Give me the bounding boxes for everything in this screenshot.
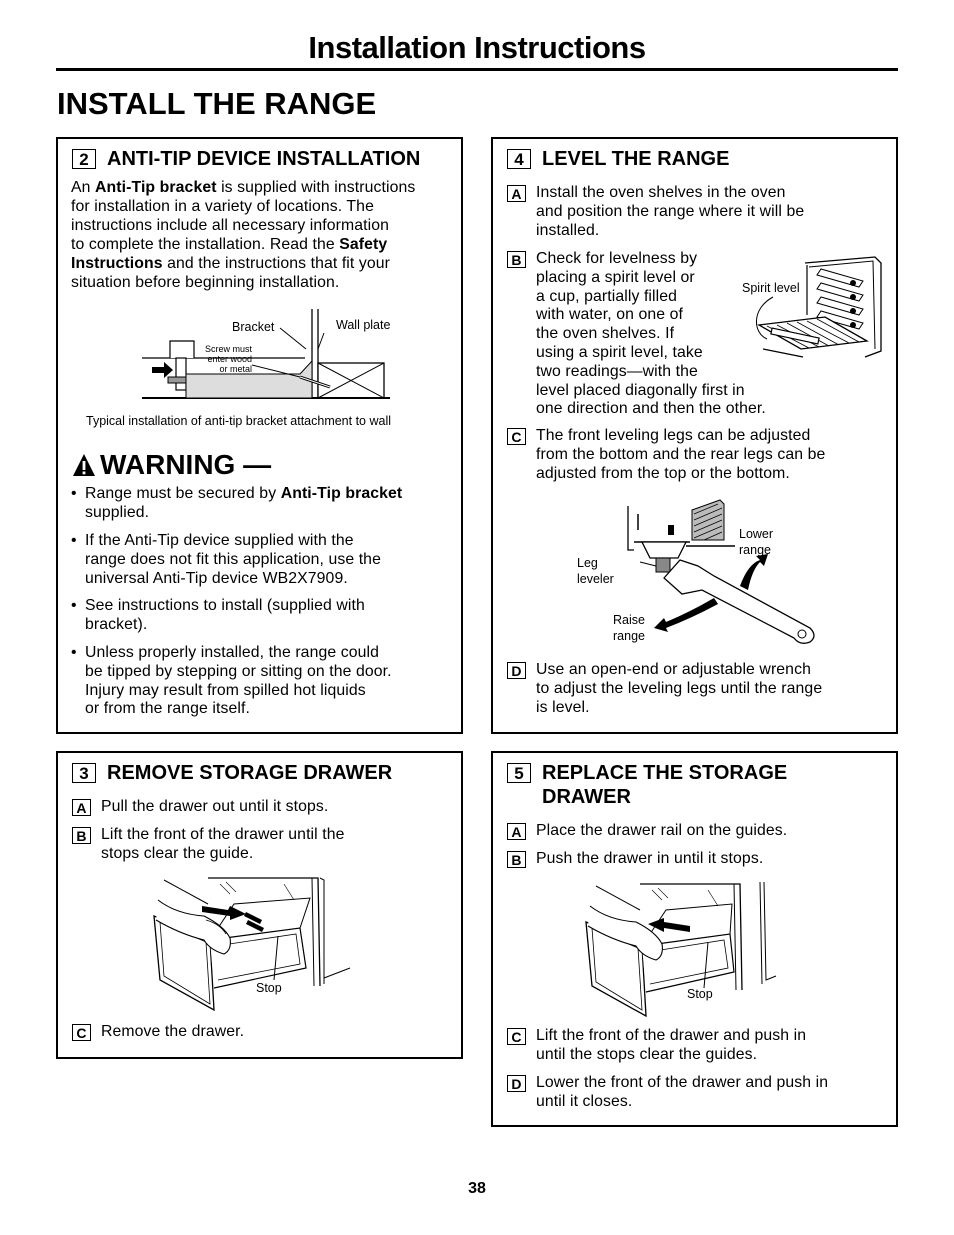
step-text xyxy=(536,1027,806,1065)
step-letter: B xyxy=(507,251,526,268)
step-letter: B xyxy=(72,827,91,844)
text-line: a cup, partially filled xyxy=(536,287,678,305)
step-text xyxy=(536,250,766,419)
text-line: situation before beginning installation. xyxy=(71,273,340,291)
text-line: Lift the front of the drawer and push in xyxy=(536,1027,807,1044)
label-line: Raise xyxy=(613,613,645,627)
header-title: Installation Instructions xyxy=(308,30,646,65)
step-text xyxy=(536,822,787,841)
bullet-text xyxy=(85,532,381,588)
anti-tip-heading xyxy=(72,147,420,171)
text-line: placing a spirit level or xyxy=(536,268,695,286)
remove-drawer-diagram xyxy=(150,876,355,1016)
screw-label-line: Screw must xyxy=(204,344,252,354)
text-line: Place the drawer rail on the guides. xyxy=(536,822,788,839)
step-text xyxy=(536,850,763,869)
wall-plate-label: Wall plate xyxy=(336,318,391,332)
screw-label-line: or metal xyxy=(219,364,252,374)
step-letter: D xyxy=(507,1075,526,1092)
step-letter: A xyxy=(72,799,91,816)
step-letter: C xyxy=(72,1024,91,1041)
bullet-text xyxy=(85,644,392,719)
replace-drawer-heading xyxy=(507,761,787,809)
bullet-dot: • xyxy=(71,532,77,549)
label-line: range xyxy=(739,543,771,557)
step-letter: C xyxy=(507,1028,526,1045)
bullet-dot: • xyxy=(71,597,77,614)
warning-heading xyxy=(72,449,271,481)
step-text xyxy=(101,826,345,864)
bold-term: Anti-Tip bracket xyxy=(95,179,217,196)
text-line: Lift the front of the drawer until the xyxy=(101,826,345,843)
bold-term: Safety xyxy=(339,235,388,253)
text-line: supplied. xyxy=(85,503,150,521)
step-text xyxy=(536,661,822,717)
text-line: Install the oven shelves in the oven xyxy=(536,184,786,201)
text-line: from the bottom and the rear legs can be xyxy=(536,445,826,463)
text-line: instructions include all necessary information xyxy=(71,216,390,234)
screw-label xyxy=(196,344,252,374)
leg-leveler-label xyxy=(577,555,614,587)
header-rule xyxy=(56,68,898,71)
bullet-text xyxy=(85,485,402,523)
section-number: 3 xyxy=(72,763,96,783)
replace-step-b xyxy=(507,850,763,869)
text-line: Use an open-end or adjustable wrench xyxy=(536,661,811,678)
remove-stop-label: Stop xyxy=(256,981,282,995)
bullet-dot: • xyxy=(71,485,77,502)
bracket-label: Bracket xyxy=(232,320,275,334)
text-line: for installation in a variety of locations. The xyxy=(71,197,374,215)
remove-step-a xyxy=(72,798,328,817)
text-line: Push the drawer in until it stops. xyxy=(536,850,764,867)
warning-bullet xyxy=(71,644,392,719)
step-text xyxy=(536,427,825,483)
replace-step-c xyxy=(507,1027,806,1065)
anti-tip-intro xyxy=(71,179,415,292)
section-title: LEVEL THE RANGE xyxy=(542,148,730,170)
leg-leveler-wrench-diagram xyxy=(620,500,820,650)
text-line: bracket). xyxy=(85,615,148,633)
spirit-level-oven-diagram xyxy=(745,253,885,373)
text-line: Instructions and the instructions that fit your xyxy=(71,254,391,272)
text-line: be tipped by stepping or sitting on the door. xyxy=(85,662,392,680)
remove-step-b xyxy=(72,826,345,864)
section-number: 4 xyxy=(507,149,531,169)
text-line: adjusted from the top or the bottom. xyxy=(536,464,790,482)
warning-bullet xyxy=(71,485,402,523)
text-line: two readings—with the xyxy=(536,362,698,380)
warning-title: WARNING — xyxy=(100,449,272,480)
bracket-diagram-caption: Typical installation of anti-tip bracket attachment to wall xyxy=(86,414,392,428)
text-line: stops clear the guide. xyxy=(101,844,254,862)
bold-term: Instructions xyxy=(71,254,163,272)
bullet-dot: • xyxy=(71,644,77,661)
text-line: to adjust the leveling legs until the range xyxy=(536,679,823,697)
text-line: with water, on one of xyxy=(536,306,683,324)
level-step-b xyxy=(507,250,766,419)
bullet-text xyxy=(85,597,365,635)
text-line: The front leveling legs can be adjusted xyxy=(536,427,811,444)
step-text xyxy=(101,1023,244,1042)
text-line: range does not fit this application, use the xyxy=(85,550,381,568)
text-line: until the stops clear the guides. xyxy=(536,1045,758,1063)
step-letter: A xyxy=(507,823,526,840)
label-line: Leg xyxy=(577,556,598,570)
text-line: installed. xyxy=(536,221,600,239)
remove-step-c xyxy=(72,1023,244,1042)
replace-step-a xyxy=(507,822,787,841)
warning-triangle-icon xyxy=(72,453,96,477)
step-letter: A xyxy=(507,185,526,202)
text-line: Lower the front of the drawer and push in xyxy=(536,1074,829,1091)
step-letter: B xyxy=(507,851,526,868)
text-line: universal Anti-Tip device WB2X7909. xyxy=(85,569,348,587)
text-line: Range must be secured by Anti-Tip bracket xyxy=(85,485,403,502)
text-line: Check for levelness by xyxy=(536,250,698,267)
text-line: or from the range itself. xyxy=(85,700,250,718)
warning-bullet xyxy=(71,597,365,635)
text-line: DRAWER xyxy=(542,786,631,808)
level-step-d xyxy=(507,661,822,717)
text-line: An Anti-Tip bracket is supplied with instructions xyxy=(71,179,416,196)
text-line: one direction and then the other. xyxy=(536,400,766,418)
page-number: 38 xyxy=(468,1180,486,1197)
text-line: REPLACE THE STORAGE xyxy=(542,762,788,784)
section-title: REMOVE STORAGE DRAWER xyxy=(107,762,393,784)
text-line: and position the range where it will be xyxy=(536,202,805,220)
label-line: leveler xyxy=(577,572,614,586)
text-line: the oven shelves. If xyxy=(536,325,675,343)
page-title: INSTALL THE RANGE xyxy=(57,86,377,121)
label-line: Lower xyxy=(739,527,774,541)
text-line: using a spirit level, take xyxy=(536,343,703,361)
step-text xyxy=(536,1074,828,1112)
text-line: Pull the drawer out until it stops. xyxy=(101,798,329,815)
text-line: Injury may result from spilled hot liquids xyxy=(85,681,366,699)
spirit-level-label: Spirit level xyxy=(742,281,800,295)
level-step-a xyxy=(507,184,804,240)
label-line: range xyxy=(613,629,645,643)
text-line: until it closes. xyxy=(536,1092,633,1110)
screw-label-line: enter wood xyxy=(207,354,252,364)
replace-stop-label: Stop xyxy=(687,987,713,1001)
text-line: to complete the installation. Read the Safety xyxy=(71,235,388,253)
step-text xyxy=(536,184,804,240)
text-line: See instructions to install (supplied with xyxy=(85,597,365,614)
remove-drawer-heading xyxy=(72,761,392,785)
lower-range-label xyxy=(739,526,773,558)
level-range-heading xyxy=(507,147,729,171)
section-title: ANTI-TIP DEVICE INSTALLATION xyxy=(107,148,421,170)
text-line: Unless properly installed, the range could xyxy=(85,644,379,661)
step-text xyxy=(101,798,328,817)
text-line: Remove the drawer. xyxy=(101,1023,245,1040)
bold-term: Anti-Tip bracket xyxy=(280,485,403,502)
warning-bullet xyxy=(71,532,381,588)
replace-drawer-diagram xyxy=(580,880,780,1020)
replace-step-d xyxy=(507,1074,828,1112)
section-title xyxy=(542,761,787,809)
level-step-c xyxy=(507,427,825,483)
section-number: 2 xyxy=(72,149,96,169)
section-number: 5 xyxy=(507,763,531,783)
text-line: level placed diagonally first in xyxy=(536,381,745,399)
step-letter: C xyxy=(507,428,526,445)
step-letter: D xyxy=(507,662,526,679)
text-line: If the Anti-Tip device supplied with the xyxy=(85,532,354,549)
raise-range-label xyxy=(613,612,645,644)
text-line: is level. xyxy=(536,698,590,716)
